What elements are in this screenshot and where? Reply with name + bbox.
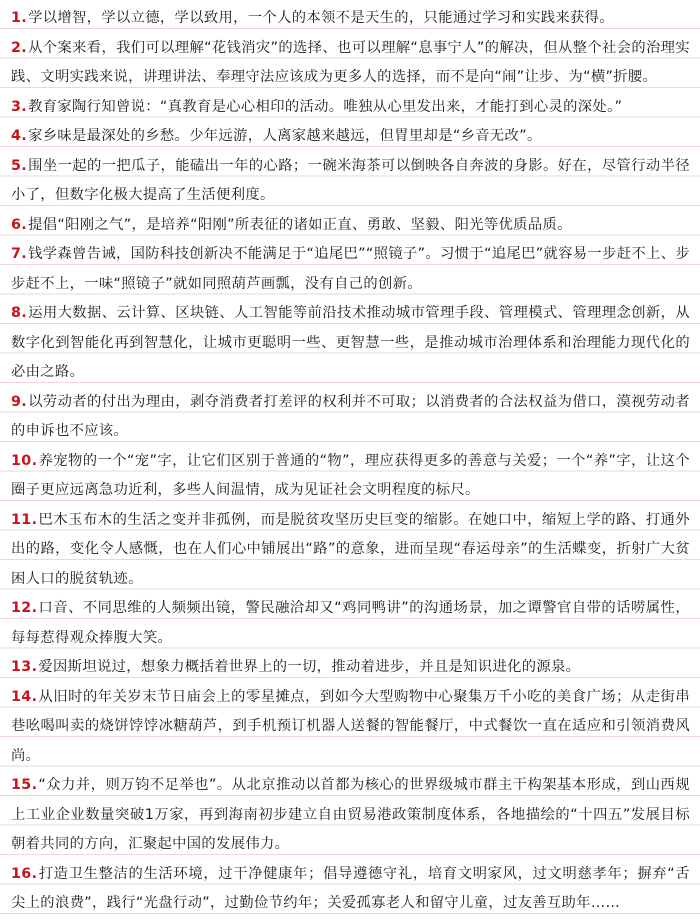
list-item xyxy=(11,4,690,34)
item-number: 4. xyxy=(11,128,28,144)
list-item xyxy=(11,34,690,93)
item-number: 12. xyxy=(11,600,38,616)
item-number: 3. xyxy=(11,98,28,115)
item-text: 从个案来看，我们可以理解“花钱消灾”的选择、也可以理解“息事宁人”的解决，但从整个社会的治理实践、文明实践来说，讲理讲法、奉理守法应该成为更多人的选择，而不是向“闹”让步、为“横”折腰。 xyxy=(11,39,690,85)
item-text: 围坐一起的一把瓜子，能磕出一年的心路；一碗米海茶可以倒映各自奔波的身影。好在，尽管行动半径小了，但数字化极大提高了生活便利度。 xyxy=(11,157,690,203)
item-text: 钱学森曾告诫，国防科技创新决不能满足于“追尾巴”“照镜子”。习惯于“追尾巴”就容易一步赶不上、步步赶不上，一味“照镜子”就如同照葫芦画瓢，没有自己的创新。 xyxy=(11,246,690,292)
list-item xyxy=(11,447,690,506)
list-item xyxy=(11,594,690,653)
item-text: 爱因斯坦说过，想象力概括着世界上的一切，推动着进步，并且是知识进化的源泉。 xyxy=(38,659,581,675)
item-number: 2. xyxy=(11,39,28,56)
list-item xyxy=(11,388,690,447)
item-number: 5. xyxy=(11,157,28,174)
item-text: 教育家陶行知曾说：“真教育是心心相印的活动。唯独从心里发出来，才能打到心灵的深处。” xyxy=(28,98,623,115)
list-item xyxy=(11,653,690,683)
item-number: 1. xyxy=(11,10,28,26)
item-number: 13. xyxy=(11,659,38,675)
item-number: 9. xyxy=(11,393,28,410)
list-item xyxy=(11,683,690,772)
list-item xyxy=(11,860,690,919)
item-number: 15. xyxy=(11,777,38,793)
item-text: 提倡“阳刚之气”，是培养“阳刚”所表征的诸如正直、勇敢、坚毅、阳光等优质品质。 xyxy=(28,216,572,233)
item-text: 以劳动者的付出为理由，剥夺消费者打差评的权利并不可取；以消费者的合法权益为借口，漠视劳动者的申诉也不应该。 xyxy=(11,393,690,439)
item-text: 运用大数据、云计算、区块链、人工智能等前沿技术推动城市管理手段、管理模式、管理理念创新，从数字化到智能化再到智慧化，让城市更聪明一些、更智慧一些，是推动城市治理体系和治理能力现代化的必由之路。 xyxy=(11,305,690,380)
item-text: 从旧时的年关岁末节日庙会上的零星摊点，到如今大型购物中心聚集万千小吃的美食广场；从走街串巷吆喝叫卖的烧饼饽饽冰糖葫芦，到手机预订机器人送餐的智能餐厅，中式餐饮一直在适应和引领消费风尚。 xyxy=(11,688,690,764)
item-text: 打造卫生整洁的生活环境，过干净健康年；倡导遵德守礼，培育文明家风，过文明慈孝年；摒弃“舌尖上的浪费”，践行“光盘行动”，过勤俭节约年；关爱孤寡老人和留守儿童，过友善互助年…… xyxy=(11,865,690,911)
item-number: 10. xyxy=(11,452,38,469)
item-text: 养宠物的一个“宠”字，让它们区别于普通的“物”，理应获得更多的善意与关爱；一个“养”字，让这个圈子更应远离急功近利，多些人间温情，成为见证社会文明程度的标尺。 xyxy=(11,452,690,498)
list-item xyxy=(11,240,690,299)
item-text: 口音、不同思维的人频频出镜，警民融洽却又“鸡同鸭讲”的沟通场景，加之谭警官自带的话唠属性，每每惹得观众捧腹大笑。 xyxy=(11,600,690,646)
list-item xyxy=(11,122,690,152)
list-item xyxy=(11,211,690,241)
list-item xyxy=(11,506,690,595)
list-item xyxy=(11,299,690,388)
item-text: 巴木玉布木的生活之变并非孤例，而是脱贫攻坚历史巨变的缩影。在她口中，缩短上学的路、打通外出的路，变化令人感慨，也在人们心中铺展出“路”的意象，进而呈现“春运母亲”的生活蝶变，折射广大贫困人口的脱贫轨迹。 xyxy=(11,511,690,587)
item-number: 16. xyxy=(11,865,38,882)
item-text: “众力并，则万钧不足举也”。从北京推动以首都为核心的世界级城市群主干构架基本形成，到山西规上工业企业数量突破1万家，再到海南初步建立自由贸易港政策制度体系，各地描绘的“十四五”发展目标朝着共同的方向，汇聚起中国的发展伟力。 xyxy=(11,777,690,852)
list-item xyxy=(11,152,690,211)
item-number: 8. xyxy=(11,305,28,321)
item-number: 6. xyxy=(11,216,28,233)
item-number: 14. xyxy=(11,688,38,705)
item-text: 家乡味是最深处的乡愁。少年远游，人离家越来越远，但胃里却是“乡音无改”。 xyxy=(28,128,542,144)
item-number: 11. xyxy=(11,511,38,528)
item-number: 7. xyxy=(11,246,28,262)
item-text: 学以增智，学以立德，学以致用，一个人的本领不是天生的，只能通过学习和实践来获得。 xyxy=(28,10,614,26)
list-item xyxy=(11,93,690,123)
list-item xyxy=(11,771,690,860)
